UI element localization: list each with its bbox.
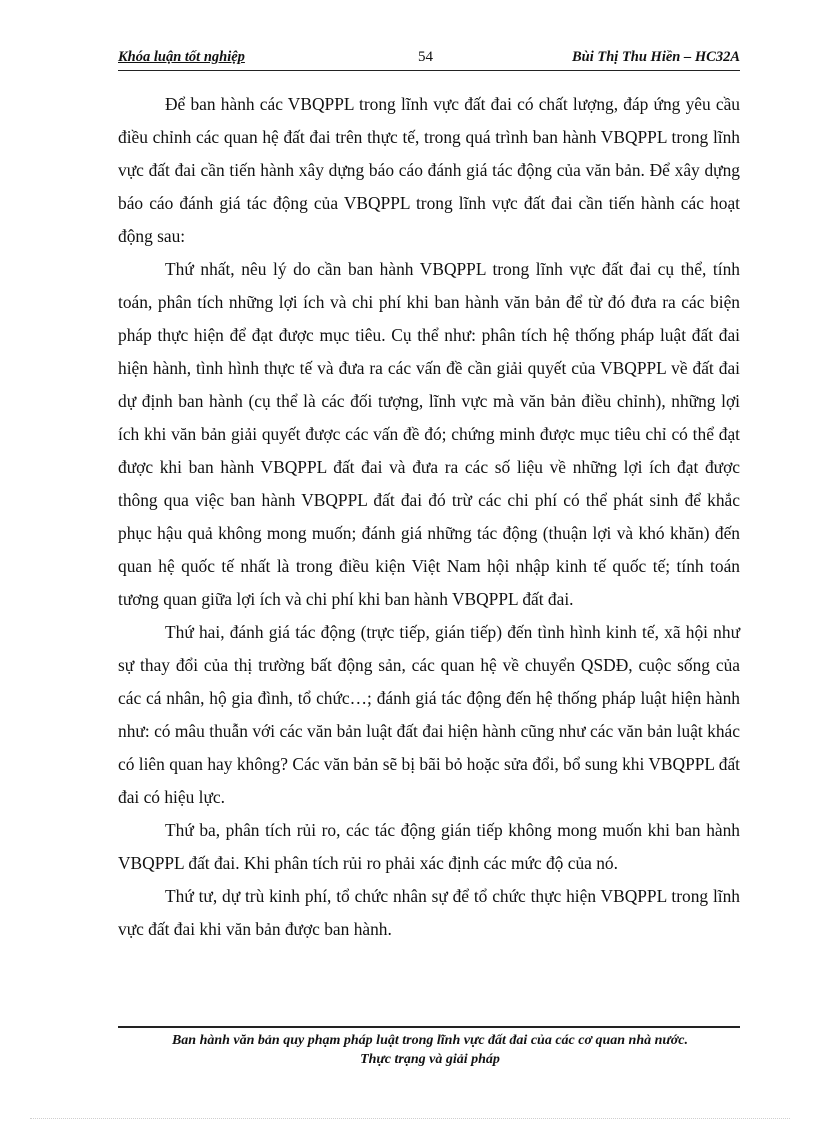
paragraph: Thứ ba, phân tích rủi ro, các tác động gián tiếp không mong muốn khi ban hành VBQPPL đất đai. Khi phân tích rủi ro phải xác định các mức độ của nó.	[118, 820, 740, 873]
page-edge	[30, 1118, 790, 1119]
paragraph: Để ban hành các VBQPPL trong lĩnh vực đất đai có chất lượng, đáp ứng yêu cầu điều chỉnh các quan hệ đất đai trên thực tế, trong quá trình ban hành VBQPPL trong lĩnh vực đất đai cần tiến hành xây dựng báo cáo đánh giá tác động của văn bản. Để xây dựng báo cáo đánh giá tác động của VBQPPL trong lĩnh vực đất đai cần tiến hành các hoạt động sau:	[118, 94, 740, 246]
footer-title-line1: Ban hành văn bản quy phạm pháp luật trong lĩnh vực đất đai của các cơ quan nhà nước.	[171, 1033, 689, 1048]
paragraph: Thứ hai, đánh giá tác động (trực tiếp, gián tiếp) đến tình hình kinh tế, xã hội như sự thay đổi của thị trường bất động sản, các quan hệ về chuyển QSDĐ, cuộc sống của các cá nhân, hộ gia đình, tổ chức…; đánh giá tác động đến hệ thống pháp luật hiện hành như: có mâu thuẫn với các văn bản luật đất đai hiện hành cũng như các văn bản luật khác có liên quan hay không? Các văn bản sẽ bị bãi bỏ hoặc sửa đổi, bổ sung khi VBQPPL đất đai có hiệu lực.	[118, 622, 740, 807]
paragraph: Thứ tư, dự trù kinh phí, tổ chức nhân sự để tổ chức thực hiện VBQPPL trong lĩnh vực đất đai khi văn bản được ban hành.	[118, 886, 740, 939]
body-text	[118, 88, 740, 946]
header-divider	[118, 70, 740, 71]
footer-divider	[118, 1026, 740, 1028]
header-thesis-label: Khóa luận tốt nghiệp	[118, 49, 245, 65]
page-header	[118, 47, 740, 69]
header-author: Bùi Thị Thu Hiền – HC32A	[571, 49, 740, 65]
page-footer	[100, 1031, 760, 1069]
footer-title-line2: Thực trạng và giải pháp	[360, 1052, 500, 1067]
page-number: 54	[418, 49, 433, 65]
paragraph: Thứ nhất, nêu lý do cần ban hành VBQPPL trong lĩnh vực đất đai cụ thể, tính toán, phân tích những lợi ích và chi phí khi ban hành văn bản để từ đó đưa ra các biện pháp thực hiện để đạt được mục tiêu. Cụ thể như: phân tích hệ thống pháp luật đất đai hiện hành, tình hình thực tế và đưa ra các vấn đề cần giải quyết của VBQPPL về đất đai dự định ban hành (cụ thể là các đối tượng, lĩnh vực mà văn bản điều chỉnh), những lợi ích khi văn bản giải quyết được các vấn đề đó; chứng minh được mục tiêu chỉ có thể đạt được khi ban hành VBQPPL đất đai và đưa ra các số liệu về những lợi ích đạt được thông qua việc ban hành VBQPPL đất đai đó trừ các chi phí có thể phát sinh để khắc phục hậu quả không mong muốn; đánh giá những tác động (thuận lợi và khó khăn) đến quan hệ quốc tế nhất là trong điều kiện Việt Nam hội nhập kinh tế quốc tế; tính toán tương quan giữa lợi ích và chi phí khi ban hành VBQPPL đất đai.	[118, 259, 740, 609]
